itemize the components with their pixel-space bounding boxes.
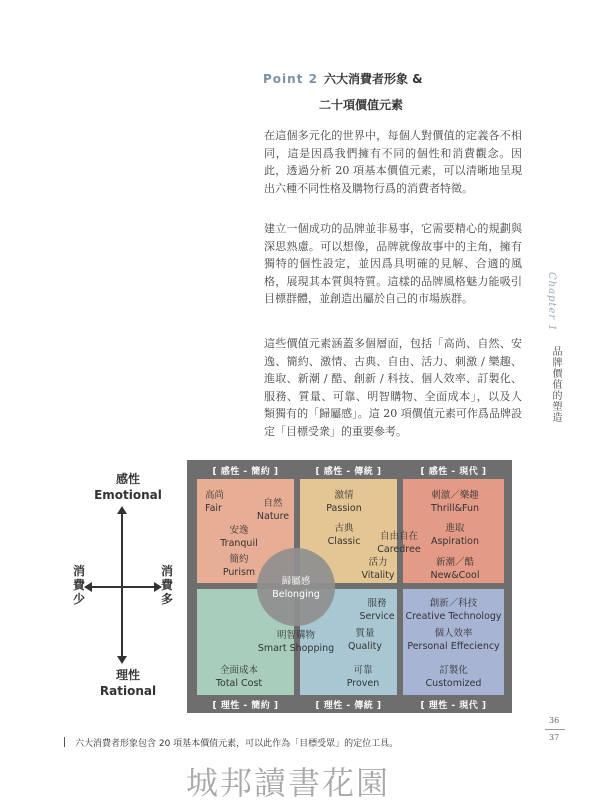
- page-number-right: 37: [549, 733, 560, 742]
- element-belonging: 歸屬感 Belonging: [272, 576, 320, 600]
- chapter-label: Chapter 1: [546, 272, 557, 332]
- element-smart-shopping: 明智購物 Smart Shopping: [257, 630, 335, 654]
- band-rational-modern: [ 理性 - 現代 ]: [420, 701, 487, 711]
- axis-emotional: [78, 471, 178, 503]
- axis-emotional-zh: 感性: [115, 472, 140, 486]
- element-service: 服務 Service: [359, 598, 395, 622]
- element-thrill-fun: 刺激／樂趣 Thrill&Fun: [430, 490, 480, 514]
- element-nature: 自然 Nature: [256, 498, 290, 522]
- band-rational-simple: [ 理性 - 簡約 ]: [212, 701, 279, 711]
- page-number-left: 36: [549, 716, 560, 725]
- arrow-down-icon: [117, 656, 127, 664]
- axis-rational-en: Rational: [99, 684, 157, 698]
- page-number-divider: [545, 729, 565, 730]
- point-label: Point 2: [263, 72, 318, 86]
- element-tranquil: 安逸 Tranquil: [220, 525, 258, 549]
- watermark: 城邦讀書花園: [186, 764, 391, 802]
- chapter-title: 品牌價值的塑造: [550, 346, 561, 423]
- element-proven: 可靠 Proven: [346, 665, 380, 689]
- element-classic: 古典 Classic: [327, 523, 361, 547]
- element-new-cool: 新潮／酷 New&Cool: [430, 557, 480, 581]
- element-quality: 質量 Quality: [348, 628, 382, 652]
- caption-bar: [64, 737, 65, 747]
- paragraph-1: 在這個多元化的世界中，每個人對價值的定義各不相同，這是因爲我們擁有不同的個性和消費觀念。因此，透過分析 20 項基本價值元素，可以清晰地呈現出六種不同性格及購物行爲的消費者特徵。: [264, 129, 522, 195]
- paragraph-3: 這些價值元素涵蓋多個層面，包括「高尚、自然、安逸、簡約、激情、古典、自由、活力、刺激 / 樂趣、進取、新潮 / 酷、創新 / 科技、個人效率、訂製化、服務、質量、可靠、明智購物、全面成本」，以及人類獨有的「歸屬感」。這 20 項價值元素可作爲品牌設定「目標受衆」的重要參考。: [264, 337, 522, 438]
- element-creative-technology: 創新／科技 Creative Technology: [405, 598, 502, 622]
- axis-spend-more: 消費多: [160, 564, 173, 606]
- caption-text: 六大消費者形象包含 20 項基本價值元素，可以此作為「目標受眾」的定位工具。: [75, 739, 399, 749]
- horizontal-axis: [90, 586, 156, 588]
- element-personal-efficiency: 個人效率 Personal Effeciency: [407, 628, 500, 652]
- element-purism: 簡約 Purism: [222, 554, 256, 578]
- element-fair: 高尚 Fair: [205, 490, 225, 514]
- element-vitality: 活力 Vitality: [361, 557, 395, 581]
- heading-line-1: 六大消費者形象 &: [323, 72, 423, 86]
- band-emotional-modern: [ 感性 - 現代 ]: [420, 467, 487, 477]
- section-heading: [263, 66, 423, 118]
- band-emotional-traditional: [ 感性 - 傳統 ]: [315, 467, 382, 477]
- axis-rational-zh: 理性: [115, 668, 140, 682]
- band-emotional-simple: [ 感性 - 簡約 ]: [212, 467, 279, 477]
- heading-line-2: 二十項價值元素: [319, 98, 404, 112]
- axis-spend-less: 消費少: [72, 564, 85, 606]
- element-passion: 激情 Passion: [326, 490, 362, 514]
- element-customized: 訂製化 Customized: [425, 665, 482, 689]
- axis-emotional-en: Emotional: [94, 488, 162, 502]
- axis-rational: [78, 667, 178, 699]
- band-rational-traditional: [ 理性 - 傳統 ]: [315, 701, 382, 711]
- figure-caption: [64, 736, 398, 749]
- element-aspiration: 進取 Aspiration: [430, 523, 480, 547]
- element-caredree: 自由自在 Caredree: [377, 531, 421, 555]
- paragraph-2: 建立一個成功的品牌並非易事，它需要精心的規劃與深思熟慮。可以想像，品牌就像故事中的主角，擁有獨特的個性設定，並因爲具明確的見解、合適的風格，展現其本質與特質。這樣的品牌風格魅力能吸引目標群體，並創造出屬於自己的市場族群。: [264, 222, 522, 306]
- element-total-cost: 全面成本 Total Cost: [215, 665, 263, 689]
